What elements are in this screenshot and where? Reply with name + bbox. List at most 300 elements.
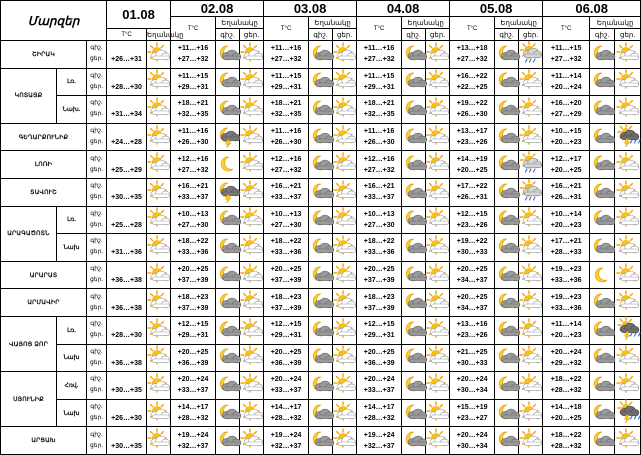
temp-day: +25…+28 bbox=[111, 221, 142, 229]
moon-cloud-icon bbox=[495, 154, 518, 175]
weather-cell-night bbox=[309, 344, 333, 372]
weather-cell-day bbox=[333, 178, 357, 206]
temp-day: +28…+32 bbox=[270, 415, 302, 423]
temp-night: +12…+15 bbox=[456, 210, 488, 218]
weather-cell-night bbox=[590, 344, 615, 372]
temp-cell bbox=[450, 178, 495, 206]
moon-cloud-icon bbox=[590, 44, 614, 65]
temp-night: +19…+23 bbox=[550, 293, 582, 301]
weather-cell-day bbox=[519, 372, 543, 400]
weather-cell-night bbox=[309, 178, 333, 206]
temp-night: +19…+23 bbox=[550, 266, 582, 274]
weather-cell-night bbox=[216, 41, 240, 69]
day-header: ցեր. bbox=[240, 29, 264, 41]
weather-cell-night bbox=[590, 151, 615, 179]
sun-cloud-icon bbox=[147, 320, 170, 341]
temp-day: +37…+39 bbox=[177, 304, 209, 312]
sun-cloud-icon bbox=[333, 265, 356, 286]
weather-cell bbox=[147, 96, 171, 124]
weather-cell-night bbox=[495, 41, 519, 69]
day-label: ցեր. bbox=[89, 166, 104, 173]
weather-cell-day bbox=[333, 96, 357, 124]
moon-cloud-icon bbox=[495, 403, 518, 424]
moon-cloud-icon bbox=[216, 99, 239, 120]
temp-cell bbox=[543, 41, 590, 69]
day-label: ցեր. bbox=[89, 194, 104, 201]
temp-day: +27…+30 bbox=[177, 221, 209, 229]
day-label: ցեր. bbox=[89, 442, 104, 449]
weather-cell-day bbox=[426, 123, 450, 151]
temp-cell bbox=[450, 427, 495, 455]
temp-day: +33…+36 bbox=[550, 277, 582, 285]
temp-cell bbox=[264, 41, 309, 69]
temp-cell bbox=[450, 206, 495, 234]
sun-rain-icon bbox=[519, 182, 542, 203]
moon-cloud-icon bbox=[309, 292, 332, 313]
moon-icon bbox=[216, 154, 239, 175]
moon-cloud-icon bbox=[309, 127, 332, 148]
temp-day: +37…+39 bbox=[363, 277, 395, 285]
temp-unit-header: T°C bbox=[264, 17, 309, 41]
temp-cell bbox=[357, 316, 402, 344]
sun-cloud-icon bbox=[147, 347, 170, 368]
time-of-day bbox=[87, 41, 107, 69]
weather-cell-night bbox=[495, 96, 519, 124]
sun-cloud-icon bbox=[615, 375, 640, 396]
date-header: 03.08 bbox=[264, 1, 357, 17]
moon-cloud-icon bbox=[590, 430, 614, 451]
moon-cloud-icon bbox=[402, 154, 425, 175]
weather-cell-day bbox=[240, 316, 264, 344]
temp-day: +28…+32 bbox=[550, 387, 582, 395]
sun-cloud-icon bbox=[519, 71, 542, 92]
weather-cell-night bbox=[216, 234, 240, 262]
temp-day: +20…+24 bbox=[550, 83, 582, 91]
weather-cell-day bbox=[615, 68, 641, 96]
subregion-label: Նախ. bbox=[57, 96, 87, 124]
temp-cell bbox=[543, 234, 590, 262]
temp-night: +11…+16 bbox=[270, 45, 302, 53]
temp-cell bbox=[264, 151, 309, 179]
temp-cell bbox=[107, 178, 147, 206]
temp-cell bbox=[171, 372, 216, 400]
sun-cloud-icon bbox=[615, 265, 640, 286]
time-of-day bbox=[87, 399, 107, 427]
moon-cloud-icon bbox=[402, 347, 425, 368]
weather-cell-night bbox=[216, 289, 240, 317]
temp-day: +33…+37 bbox=[177, 194, 209, 202]
weather-cell-night bbox=[402, 96, 426, 124]
temp-day: +30…+34 bbox=[456, 442, 488, 450]
day-label: ցեր. bbox=[89, 359, 104, 366]
weather-cell-day bbox=[240, 151, 264, 179]
temp-night: +17…+22 bbox=[456, 183, 488, 191]
temp-night: +20…+25 bbox=[177, 266, 209, 274]
temp-day: +27…+30 bbox=[363, 221, 395, 229]
sun-cloud-icon bbox=[147, 265, 170, 286]
sun-cloud-icon bbox=[240, 71, 263, 92]
weather-cell-day bbox=[333, 316, 357, 344]
temp-cell bbox=[171, 96, 216, 124]
day-label: ցեր. bbox=[89, 111, 104, 118]
temp-day: +29…+31 bbox=[270, 332, 302, 340]
temp-unit-header: T°C bbox=[171, 17, 216, 41]
temp-cell bbox=[171, 68, 216, 96]
moon-cloud-icon bbox=[216, 44, 239, 65]
moon-cloud-icon bbox=[216, 209, 239, 230]
moon-cloud-icon bbox=[402, 71, 425, 92]
temp-cell bbox=[171, 41, 216, 69]
moon-cloud-icon bbox=[309, 99, 332, 120]
temp-night: +12…+16 bbox=[177, 155, 209, 163]
region-name: ԿՈՏԱՅՔ bbox=[1, 68, 57, 123]
temp-night: +14…+19 bbox=[456, 155, 488, 163]
temp-cell bbox=[543, 316, 590, 344]
temp-day: +20…+25 bbox=[456, 166, 488, 174]
sun-cloud-icon bbox=[333, 237, 356, 258]
region-name: ԳԵՂԱՐՔՈՒՆԻՔ bbox=[1, 123, 87, 151]
temp-cell bbox=[357, 344, 402, 372]
weather-cell-night bbox=[590, 68, 615, 96]
weather-cell bbox=[147, 123, 171, 151]
temp-cell bbox=[264, 178, 309, 206]
weather-cell-day bbox=[240, 344, 264, 372]
moon-cloud-icon bbox=[495, 44, 518, 65]
moon-cloud-icon bbox=[590, 182, 614, 203]
sun-cloud-icon bbox=[615, 347, 640, 368]
temp-night: +19…+24 bbox=[177, 431, 209, 439]
temp-day: +36…+39 bbox=[177, 359, 209, 367]
weather-cell-day bbox=[426, 372, 450, 400]
table-row bbox=[1, 427, 641, 455]
moon-cloud-icon bbox=[495, 292, 518, 313]
weather-cell bbox=[147, 372, 171, 400]
sun-cloud-icon bbox=[147, 237, 170, 258]
weather-cell-day bbox=[426, 96, 450, 124]
temp-day: +33…+36 bbox=[177, 249, 209, 257]
weather-cell-day bbox=[615, 123, 641, 151]
temp-day: +27…+32 bbox=[270, 56, 302, 64]
temp-night: +19…+24 bbox=[363, 431, 395, 439]
temp-day: +36…+39 bbox=[270, 359, 302, 367]
subregion-label: Լռ. bbox=[57, 316, 87, 344]
sun-rain-icon bbox=[519, 44, 542, 65]
temp-night: +20…+24 bbox=[550, 348, 582, 356]
storm-icon bbox=[615, 320, 640, 341]
weather-cell-night bbox=[402, 261, 426, 289]
moon-cloud-icon bbox=[216, 375, 239, 396]
temp-cell bbox=[450, 41, 495, 69]
sun-cloud-icon bbox=[519, 127, 542, 148]
weather-cell-day bbox=[426, 41, 450, 69]
temp-day: +33…+36 bbox=[270, 249, 302, 257]
temp-cell bbox=[543, 151, 590, 179]
night-label: գիշ. bbox=[90, 155, 103, 162]
moon-storm-icon bbox=[216, 182, 239, 203]
weather-cell bbox=[147, 344, 171, 372]
temp-day: +23…+26 bbox=[456, 221, 488, 229]
weather-cell bbox=[147, 68, 171, 96]
weather-cell-night bbox=[309, 427, 333, 455]
temp-cell bbox=[107, 289, 147, 317]
region-name: ԱՐՑԱԽ bbox=[1, 427, 87, 455]
temp-day: +27…+30 bbox=[270, 221, 302, 229]
storm-icon bbox=[615, 127, 640, 148]
temp-day: +33…+37 bbox=[363, 194, 395, 202]
weather-cell-day bbox=[519, 68, 543, 96]
weather-cell-day bbox=[615, 96, 641, 124]
temp-cell bbox=[107, 68, 147, 96]
weather-cell-day bbox=[333, 151, 357, 179]
sun-cloud-icon bbox=[147, 99, 170, 120]
temp-cell bbox=[264, 344, 309, 372]
temp-night: +20…+25 bbox=[363, 266, 395, 274]
temp-night: +11…+16 bbox=[363, 45, 395, 53]
temp-night: +13…+17 bbox=[456, 128, 488, 136]
temp-day: +20…+23 bbox=[550, 139, 582, 147]
sun-cloud-icon bbox=[615, 209, 640, 230]
weather-cell-day bbox=[240, 289, 264, 317]
moon-cloud-icon bbox=[309, 182, 332, 203]
temp-night: +18…+23 bbox=[363, 293, 395, 301]
temp-cell bbox=[543, 178, 590, 206]
temp-cell bbox=[357, 289, 402, 317]
region-name: ԼՈՌԻ bbox=[1, 151, 87, 179]
temp-cell bbox=[171, 234, 216, 262]
weather-cell-night bbox=[495, 261, 519, 289]
temp-night: +18…+22 bbox=[550, 376, 582, 384]
moon-storm-icon bbox=[216, 127, 239, 148]
moon-cloud-icon bbox=[309, 209, 332, 230]
moon-cloud-icon bbox=[309, 403, 332, 424]
weather-cell-night bbox=[590, 289, 615, 317]
weather-cell-night bbox=[216, 206, 240, 234]
weather-cell-night bbox=[495, 234, 519, 262]
temp-day: +28…+33 bbox=[550, 249, 582, 257]
night-label: գիշ. bbox=[90, 210, 103, 217]
sun-cloud-icon bbox=[333, 209, 356, 230]
weather-cell-night bbox=[402, 427, 426, 455]
weather-cell-night bbox=[309, 234, 333, 262]
weather-cell-day bbox=[240, 41, 264, 69]
temp-night: +18…+21 bbox=[177, 100, 209, 108]
temp-day: +34…+37 bbox=[456, 277, 488, 285]
sun-cloud-icon bbox=[426, 71, 449, 92]
region-name: ՏԱՎՈՒՇ bbox=[1, 178, 87, 206]
moon-cloud-icon bbox=[495, 237, 518, 258]
temp-day: +26…+31 bbox=[550, 194, 582, 202]
weather-cell-night bbox=[495, 68, 519, 96]
temp-day: +27…+32 bbox=[550, 56, 582, 64]
temp-day: +30…+33 bbox=[456, 249, 488, 257]
temp-cell bbox=[357, 41, 402, 69]
sun-cloud-icon bbox=[615, 430, 640, 451]
weather-cell-night bbox=[216, 96, 240, 124]
temp-cell bbox=[357, 96, 402, 124]
sun-cloud-icon bbox=[333, 320, 356, 341]
moon-cloud-icon bbox=[216, 430, 239, 451]
weather-cell-day bbox=[240, 372, 264, 400]
weather-cell-day bbox=[333, 344, 357, 372]
day-header: ցեր. bbox=[333, 29, 357, 41]
temp-cell bbox=[107, 344, 147, 372]
weather-cell-day bbox=[615, 206, 641, 234]
temp-night: +11…+15 bbox=[550, 45, 582, 53]
sun-cloud-icon bbox=[519, 237, 542, 258]
temp-day: +37…+39 bbox=[363, 304, 395, 312]
region-name: ՎԱՅՈՑ ՁՈՐ bbox=[1, 316, 57, 371]
temp-day: +28…+30 bbox=[111, 332, 142, 340]
temp-cell bbox=[357, 234, 402, 262]
temp-night: +20…+24 bbox=[456, 376, 488, 384]
temp-day: +27…+32 bbox=[456, 56, 488, 64]
time-of-day bbox=[87, 261, 107, 289]
moon-cloud-icon bbox=[402, 209, 425, 230]
weather-cell-night bbox=[590, 96, 615, 124]
moon-cloud-icon bbox=[309, 265, 332, 286]
sun-cloud-icon bbox=[240, 209, 263, 230]
table-row bbox=[1, 316, 641, 344]
night-label: գիշ. bbox=[90, 72, 103, 79]
temp-cell bbox=[543, 344, 590, 372]
temp-cell bbox=[264, 206, 309, 234]
night-header: գիշ. bbox=[309, 29, 333, 41]
sun-cloud-icon bbox=[333, 127, 356, 148]
weather-cell bbox=[147, 427, 171, 455]
temp-night: +14…+17 bbox=[363, 404, 395, 412]
temp-night: +10…+13 bbox=[177, 210, 209, 218]
moon-cloud-icon bbox=[402, 430, 425, 451]
temp-cell bbox=[450, 151, 495, 179]
sun-cloud-icon bbox=[426, 430, 449, 451]
temp-cell bbox=[543, 68, 590, 96]
temp-cell bbox=[171, 261, 216, 289]
temp-day: +29…+31 bbox=[177, 332, 209, 340]
temp-day: +28…+32 bbox=[363, 415, 395, 423]
sun-cloud-icon bbox=[240, 127, 263, 148]
moon-cloud-icon bbox=[590, 71, 614, 92]
sun-cloud-icon bbox=[519, 209, 542, 230]
temp-night: +18…+21 bbox=[363, 100, 395, 108]
weather-cell-day bbox=[519, 289, 543, 317]
temp-day: +30…+35 bbox=[111, 194, 142, 202]
temp-unit-header: T°C bbox=[107, 29, 147, 41]
weather-cell-day bbox=[519, 178, 543, 206]
temp-cell bbox=[264, 261, 309, 289]
night-label: գիշ. bbox=[90, 404, 103, 411]
weather-cell-night bbox=[309, 261, 333, 289]
temp-day: +20…+23 bbox=[550, 221, 582, 229]
moon-icon bbox=[590, 265, 614, 286]
moon-cloud-icon bbox=[402, 375, 425, 396]
moon-cloud-icon bbox=[590, 209, 614, 230]
sun-cloud-icon bbox=[333, 99, 356, 120]
sun-cloud-icon bbox=[240, 265, 263, 286]
weather-cell-day bbox=[426, 289, 450, 317]
night-label: գիշ. bbox=[90, 376, 103, 383]
night-label: գիշ. bbox=[90, 431, 103, 438]
temp-night: +11…+16 bbox=[177, 128, 209, 136]
sun-cloud-icon bbox=[426, 320, 449, 341]
temp-cell bbox=[357, 123, 402, 151]
sun-cloud-icon bbox=[426, 347, 449, 368]
temp-cell bbox=[107, 427, 147, 455]
weather-cell-night bbox=[309, 289, 333, 317]
temp-cell bbox=[543, 123, 590, 151]
weather-cell-night bbox=[495, 372, 519, 400]
temp-night: +12…+15 bbox=[363, 321, 395, 329]
temp-cell bbox=[543, 427, 590, 455]
temp-cell bbox=[450, 234, 495, 262]
weather-cell-day bbox=[426, 399, 450, 427]
day-label: ցեր. bbox=[89, 277, 104, 284]
weather-cell-day bbox=[426, 206, 450, 234]
sun-cloud-icon bbox=[333, 154, 356, 175]
temp-cell bbox=[450, 399, 495, 427]
moon-cloud-icon bbox=[495, 347, 518, 368]
temp-cell bbox=[264, 68, 309, 96]
weather-cell bbox=[147, 289, 171, 317]
temp-cell bbox=[264, 316, 309, 344]
weather-cell-night bbox=[309, 151, 333, 179]
night-label: գիշ. bbox=[90, 293, 103, 300]
weather-cell-night bbox=[590, 234, 615, 262]
date-header: 01.08 bbox=[107, 1, 171, 29]
weather-cell-day bbox=[426, 344, 450, 372]
region-name: ԱՐԱԳԱԾՈՏՆ bbox=[1, 206, 57, 261]
temp-day: +37…+39 bbox=[177, 277, 209, 285]
sun-cloud-icon bbox=[240, 99, 263, 120]
temp-night: +11…+15 bbox=[270, 72, 302, 80]
temp-day: +34…+37 bbox=[456, 304, 488, 312]
weather-cell-day bbox=[615, 344, 641, 372]
weather-cell-day bbox=[426, 151, 450, 179]
sun-cloud-icon bbox=[615, 99, 640, 120]
temp-day: +25…+29 bbox=[111, 166, 142, 174]
sun-cloud-icon bbox=[240, 292, 263, 313]
weather-cell bbox=[147, 178, 171, 206]
sun-cloud-icon bbox=[426, 375, 449, 396]
sun-cloud-icon bbox=[240, 154, 263, 175]
weather-cell-day bbox=[426, 261, 450, 289]
temp-day: +24…+28 bbox=[111, 139, 142, 147]
temp-night: +13…+18 bbox=[456, 45, 488, 53]
region-name: ԱՐՄԱՎԻՐ bbox=[1, 289, 87, 317]
moon-cloud-icon bbox=[495, 99, 518, 120]
temp-night: +19…+22 bbox=[456, 100, 488, 108]
temp-day: +27…+29 bbox=[550, 111, 582, 119]
temp-cell bbox=[264, 96, 309, 124]
weather-cell-day bbox=[333, 289, 357, 317]
day-label: ցեր. bbox=[89, 249, 104, 256]
subregion-label: Հռվ. bbox=[57, 372, 87, 400]
region-name: ՍՅՈՒՆԻՔ bbox=[1, 372, 57, 427]
weather-cell-day bbox=[615, 41, 641, 69]
temp-day: +36…+38 bbox=[111, 304, 142, 312]
sun-cloud-icon bbox=[426, 154, 449, 175]
temp-cell bbox=[171, 427, 216, 455]
temp-night: +20…+24 bbox=[456, 431, 488, 439]
weather-cell bbox=[147, 316, 171, 344]
weather-cell-day bbox=[615, 427, 641, 455]
temp-day: +32…+35 bbox=[270, 111, 302, 119]
temp-cell bbox=[357, 178, 402, 206]
sun-cloud-icon bbox=[333, 44, 356, 65]
temp-night: +16…+21 bbox=[363, 183, 395, 191]
weather-cell-night bbox=[216, 372, 240, 400]
weather-cell-night bbox=[495, 123, 519, 151]
temp-day: +27…+32 bbox=[177, 166, 209, 174]
